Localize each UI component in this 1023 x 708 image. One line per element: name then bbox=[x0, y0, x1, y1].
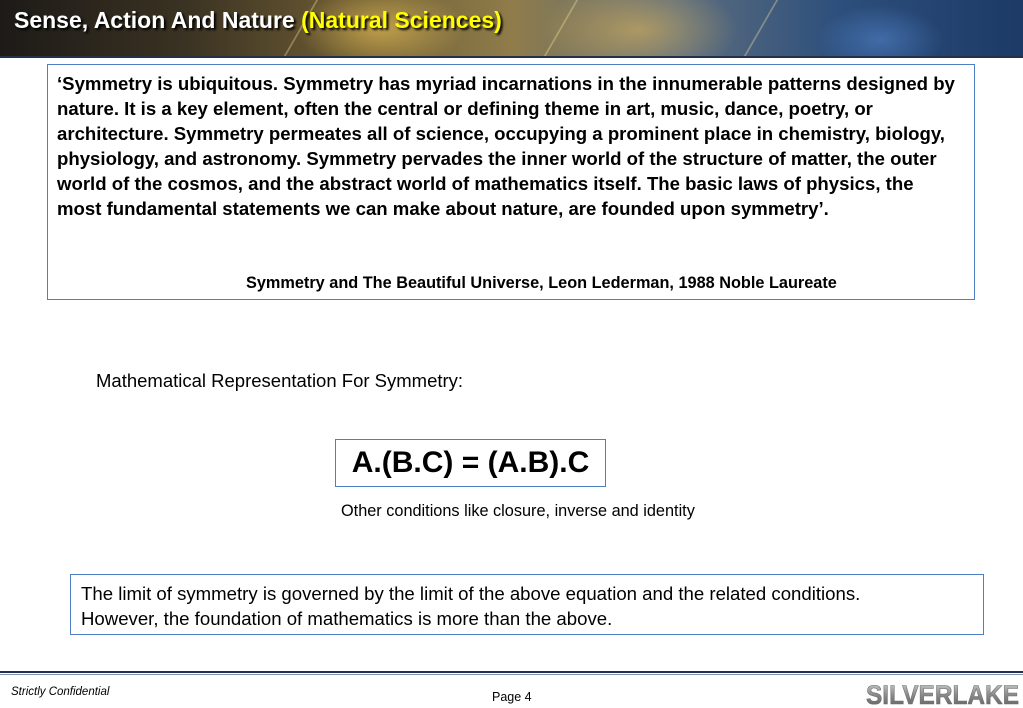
banner-decoration bbox=[744, 0, 778, 56]
slide-title bbox=[14, 7, 502, 34]
limit-text bbox=[81, 581, 860, 631]
quote-text: ‘Symmetry is ubiquitous. Symmetry has myriad incarnations in the innumerable patterns designed by nature. It is a key element, often the central or defining theme in art, music, dance, poetry, or architecture. Symmetry permeates all of science, occupying a prominent place in chemistry, biology, physiology, and astronomy. Symmetry pervades the inner world of the structure of matter, the outer world of the cosmos, and the abstract world of mathematics itself. The basic laws of physics, the most fundamental statements we can make about nature, are founded upon symmetry’. bbox=[57, 73, 955, 219]
slide-title-main: Sense, Action And Nature bbox=[14, 7, 295, 33]
header-banner bbox=[0, 0, 1023, 56]
footer-divider bbox=[0, 671, 1023, 673]
conditions-note: Other conditions like closure, inverse and identity bbox=[341, 502, 695, 520]
header-divider bbox=[0, 56, 1023, 58]
quote-box bbox=[47, 64, 975, 300]
equation-box bbox=[335, 439, 606, 487]
limit-box bbox=[70, 574, 984, 635]
math-heading: Mathematical Representation For Symmetry: bbox=[96, 370, 464, 391]
slide-title-accent: (Natural Sciences) bbox=[301, 7, 502, 33]
limit-line-1: The limit of symmetry is governed by the limit of the above equation and the related conditions. bbox=[81, 583, 861, 604]
page-number: Page 4 bbox=[492, 690, 532, 704]
footer-divider-light bbox=[0, 674, 1023, 675]
equation: A.(B.C) = (A.B).C bbox=[351, 446, 590, 479]
banner-decoration bbox=[544, 0, 578, 56]
silverlake-logo bbox=[864, 679, 1021, 707]
svg-text:SILVERLAKE: SILVERLAKE bbox=[866, 680, 1019, 707]
limit-line-2: However, the foundation of mathematics is more than the above. bbox=[81, 608, 613, 629]
confidential-label: Strictly Confidential bbox=[11, 686, 110, 698]
quote-citation: Symmetry and The Beautiful Universe, Leon Lederman, 1988 Noble Laureate bbox=[246, 274, 837, 292]
